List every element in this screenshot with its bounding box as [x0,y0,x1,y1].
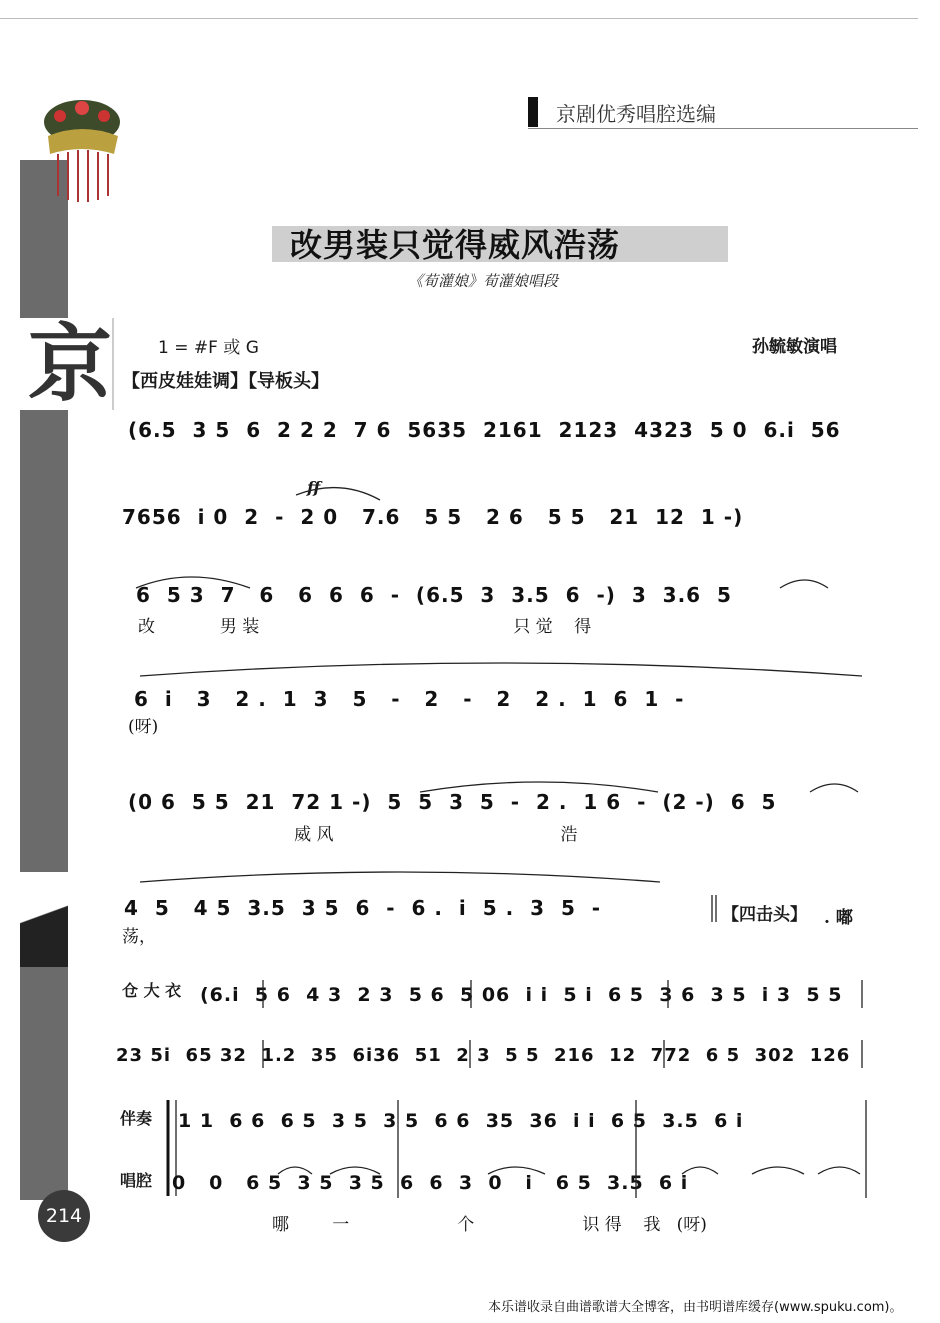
header-rule [528,128,918,129]
dynamic-ff: ff [307,478,321,497]
vocal-label: 唱腔 [120,1171,153,1190]
phrase-slur [140,663,862,676]
header-marker [528,97,538,127]
slur-mark [752,1167,804,1174]
opera-crown-icon [40,92,125,204]
notation-line-6: 4 5 4 5 3.5 3 5 6 - 6 . i 5 . 3 5 - [124,896,602,920]
phrase-slur [140,872,660,882]
book-title: 京剧优秀唱腔选编 [556,102,716,126]
top-rule [0,18,918,19]
lyrics-line-4: (呀) [128,717,159,737]
slur-mark [818,1167,860,1174]
sidebar-wedge [20,872,68,967]
notation-line-9: 1 1 6 6 6 5 3 5 3 5 6 6 35 36 i i 6 5 3.5 6 i [178,1110,744,1132]
song-subtitle: 《荀灌娘》荀灌娘唱段 [408,272,559,290]
notation-line-3: 6 5 3 7 6 6 6 6 - (6.5 3 3.5 6 -) 3 3.6 5 [136,583,732,607]
notation-line-8: 23 5i 65 32 1.2 35 6i36 51 2 3 5 5 216 12 772 6 5 302 126 [116,1045,851,1066]
lyrics-line-3: 改 男 装 只 觉 得 [138,617,592,637]
song-title: 改男装只觉得威风浩荡 [290,226,621,264]
percussion-label: 【四击头】 [722,905,807,925]
lyrics-line-6: 荡， [122,927,156,947]
footer-credit: 本乐谱收录自曲谱歌谱大全博客，由书明谱库缓存(www.spuku.com)。 [488,1300,903,1315]
accompaniment-label: 伴奏 [120,1109,153,1128]
slur-mark [780,580,828,588]
notation-line-7: (6.i 5 6 4 3 2 3 5 6 5 06 i i 5 i 6 5 3 6 3 5 i 3 5 5 [200,984,843,1006]
lyrics-line-5: 威 风 浩 [132,825,578,845]
notation-line-10: 0 0 6 5 3 5 3 5 6 6 3 0 i 6 5 3.5 6 i [172,1172,689,1194]
slur-mark [810,784,858,792]
notation-line-5: (0 6 5 5 21 72 1 -) 5 5 3 5 - 2 . 1 6 - (2 -) 6 5 [128,790,777,814]
percussion-tail: . 嘟 [824,908,853,928]
key-signature: 1 = #F 或 G [158,338,259,358]
lyrics-line-10: 哪 一 个 识 得 我 (呀) [272,1215,707,1235]
notation-line-1: (6.5 3 5 6 2 2 2 7 6 5635 2161 2123 4323 5 0 6.i 56 [128,418,841,442]
mode-label: 【西皮娃娃调】【导板头】 [122,371,329,392]
sidebar-character: 京 [28,314,113,413]
page-number: 214 [38,1190,90,1242]
notation-line-4: 6 i 3 2 . 1 3 5 - 2 - 2 2 . 1 6 1 - [134,687,685,711]
notation-line-2: 7656 i 0 2 - 2 0 7.6 5 5 2 6 5 5 21 12 1 -) [122,505,744,529]
performer: 孙毓敏演唱 [752,337,837,357]
percussion-sounds: 仓 大 衣 [122,981,182,1000]
